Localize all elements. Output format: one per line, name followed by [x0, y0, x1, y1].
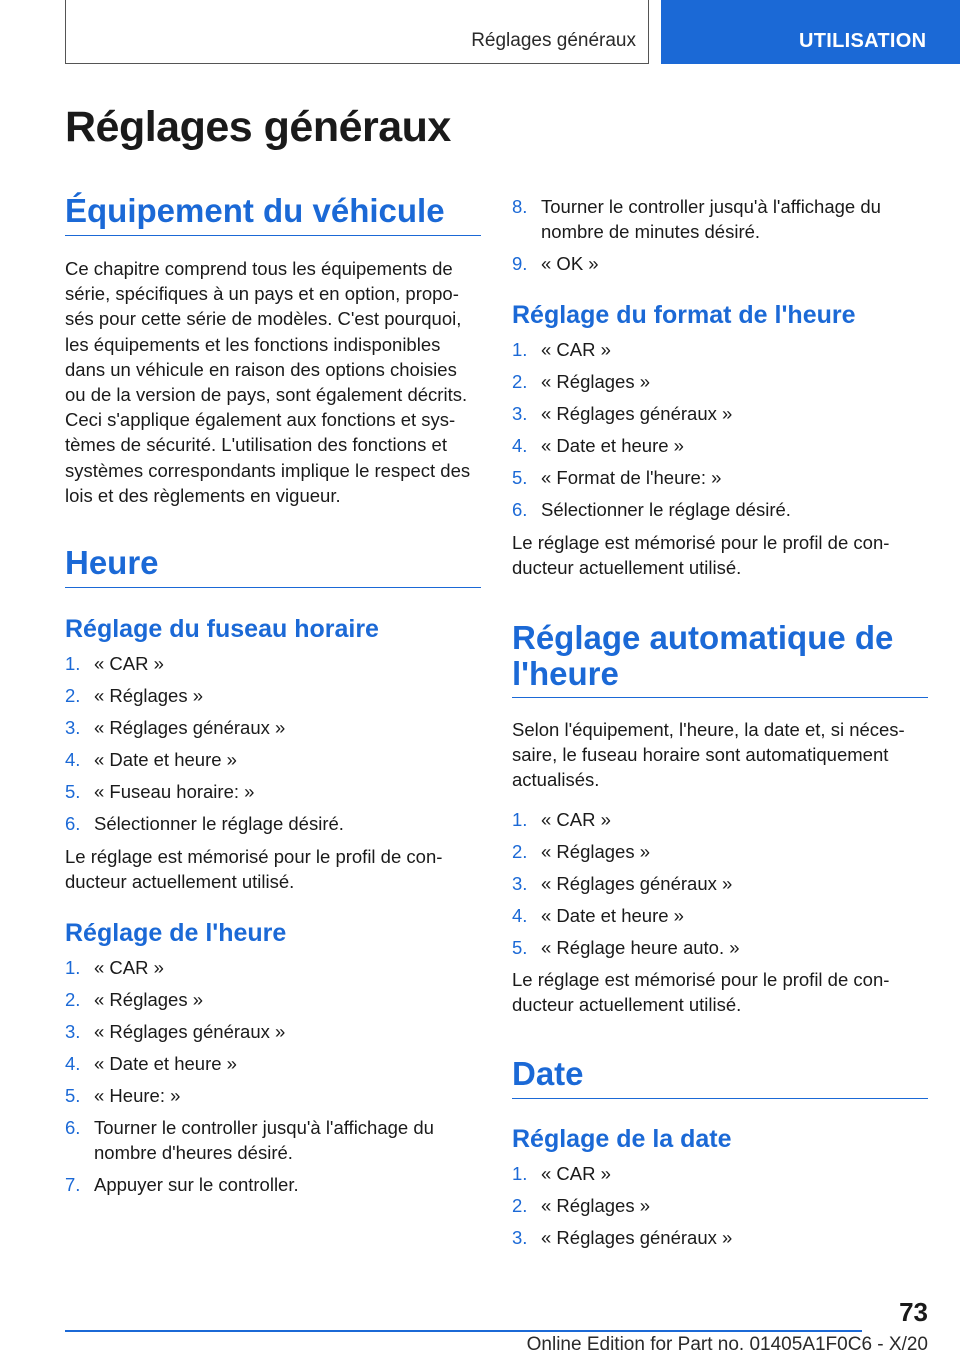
format-steps: [512, 337, 928, 529]
continued-steps: [512, 194, 928, 283]
page-title: Réglages généraux: [65, 103, 451, 151]
step-item: [512, 839, 928, 864]
step-item: [65, 683, 481, 708]
step-item: [65, 987, 481, 1012]
step-text: « CAR »: [541, 339, 611, 360]
step-number: 3.: [65, 1021, 81, 1042]
equipment-paragraph: Ce chapitre comprend tous les équipements de série, spécifiques à un pays et en option, propo-sés pour cette série de modèles. C'est pourquoi, les équipements et les fonctions indisponibles dans un véhicule en raison des options choisies ou de la version de pays, sont également décrits. Ceci s'applique également aux fonctions et sys-tèmes de sécurité. L'utilisation des fonctions et systèmes correspondants implique le respect des lois et des règlements en vigueur.: [65, 258, 471, 506]
header-section-title: Réglages généraux: [471, 30, 636, 51]
step-item: [65, 811, 481, 836]
auto-paragraph: Selon l'équipement, l'heure, la date et, si néces-saire, le fuseau horaire sont automatiquement actualisés.: [512, 719, 905, 791]
reglage-heure-steps: [65, 955, 481, 1204]
step-item: [65, 747, 481, 772]
heading-reglage-heure: Réglage de l'heure: [65, 919, 287, 947]
step-text: « CAR »: [94, 653, 164, 674]
step-number: 5.: [65, 781, 81, 802]
step-number: 5.: [65, 1085, 81, 1106]
step-item: [512, 369, 928, 394]
step-item: [512, 497, 928, 522]
step-item: [512, 433, 928, 458]
step-text: « CAR »: [541, 1163, 611, 1184]
step-item: [65, 651, 481, 676]
step-text: « Réglage heure auto. »: [541, 937, 740, 958]
heading-equipment: Équipement du véhicule: [65, 193, 481, 236]
step-item: [512, 401, 928, 426]
step-number: 6.: [65, 813, 81, 834]
step-number: 3.: [512, 873, 528, 894]
heading-date: Date: [512, 1056, 928, 1099]
auto-note: Le réglage est mémorisé pour le profil de con-ducteur actuellement utilisé.: [512, 969, 890, 1016]
step-number: 1.: [512, 809, 528, 830]
step-item: [512, 1225, 928, 1250]
step-item: [512, 1193, 928, 1218]
step-number: 1.: [512, 339, 528, 360]
step-text: « Réglages généraux »: [541, 403, 733, 424]
step-text: « Réglages généraux »: [94, 1021, 286, 1042]
reglage-date-steps: [512, 1161, 928, 1257]
step-item: [512, 337, 928, 362]
footer-divider: [65, 1330, 862, 1332]
step-text: Tourner le controller jusqu'à l'affichage du nombre d'heures désiré.: [94, 1117, 434, 1163]
step-number: 4.: [512, 435, 528, 456]
step-item: [65, 779, 481, 804]
step-number: 2.: [512, 371, 528, 392]
auto-steps: [512, 807, 928, 967]
step-text: « Heure: »: [94, 1085, 181, 1106]
step-item: [512, 194, 928, 244]
step-item: [512, 251, 928, 276]
step-number: 2.: [65, 989, 81, 1010]
step-item: [65, 1172, 481, 1197]
step-text: Sélectionner le réglage désiré.: [541, 499, 791, 520]
step-item: [65, 1083, 481, 1108]
page-number: 73: [899, 1297, 928, 1327]
step-text: « Réglages »: [94, 989, 204, 1010]
step-text: « Réglages généraux »: [94, 717, 286, 738]
step-text: « Fuseau horaire: »: [94, 781, 255, 802]
step-text: « Réglages »: [541, 841, 651, 862]
step-number: 7.: [65, 1174, 81, 1195]
step-text: « Réglages généraux »: [541, 873, 733, 894]
step-text: « Réglages généraux »: [541, 1227, 733, 1248]
step-item: [512, 903, 928, 928]
step-item: [65, 1051, 481, 1076]
step-text: Sélectionner le réglage désiré.: [94, 813, 344, 834]
step-number: 6.: [65, 1117, 81, 1138]
step-text: Appuyer sur le controller.: [94, 1174, 299, 1195]
step-text: « Réglages »: [94, 685, 204, 706]
heading-reglage-date: Réglage de la date: [512, 1125, 732, 1153]
step-item: [512, 1161, 928, 1186]
step-item: [65, 1115, 481, 1165]
step-number: 3.: [512, 1227, 528, 1248]
heading-heure: Heure: [65, 545, 481, 588]
heading-fuseau: Réglage du fuseau horaire: [65, 615, 379, 643]
step-text: « Date et heure »: [541, 905, 684, 926]
step-number: 5.: [512, 937, 528, 958]
fuseau-steps: [65, 651, 481, 843]
step-number: 2.: [512, 1195, 528, 1216]
fuseau-note: Le réglage est mémorisé pour le profil de con-ducteur actuellement utilisé.: [65, 846, 443, 893]
step-item: [512, 465, 928, 490]
step-text: « CAR »: [94, 957, 164, 978]
step-number: 3.: [512, 403, 528, 424]
step-text: « OK »: [541, 253, 599, 274]
step-number: 6.: [512, 499, 528, 520]
step-text: « Format de l'heure: »: [541, 467, 722, 488]
header-chapter-tab[interactable]: UTILISATION: [661, 0, 960, 64]
step-item: [65, 955, 481, 980]
step-number: 1.: [512, 1163, 528, 1184]
step-text: « Réglages »: [541, 1195, 651, 1216]
step-number: 2.: [65, 685, 81, 706]
step-number: 4.: [512, 905, 528, 926]
heading-format: Réglage du format de l'heure: [512, 301, 856, 329]
step-text: « Date et heure »: [94, 749, 237, 770]
footer-edition: Online Edition for Part no. 01405A1F0C6 - X/20: [526, 1334, 928, 1355]
step-item: [65, 1019, 481, 1044]
step-number: 4.: [65, 1053, 81, 1074]
step-number: 1.: [65, 957, 81, 978]
step-item: [512, 807, 928, 832]
step-number: 4.: [65, 749, 81, 770]
step-text: « Date et heure »: [541, 435, 684, 456]
step-number: 9.: [512, 253, 528, 274]
step-number: 8.: [512, 196, 528, 217]
step-number: 2.: [512, 841, 528, 862]
step-number: 5.: [512, 467, 528, 488]
step-text: « Date et heure »: [94, 1053, 237, 1074]
step-item: [512, 871, 928, 896]
heading-auto: Réglage automatique de l'heure: [512, 620, 928, 698]
step-number: 3.: [65, 717, 81, 738]
step-item: [512, 935, 928, 960]
step-item: [65, 715, 481, 740]
step-text: « CAR »: [541, 809, 611, 830]
format-note: Le réglage est mémorisé pour le profil de con-ducteur actuellement utilisé.: [512, 532, 890, 579]
step-text: « Réglages »: [541, 371, 651, 392]
step-number: 1.: [65, 653, 81, 674]
step-text: Tourner le controller jusqu'à l'affichage du nombre de minutes désiré.: [541, 196, 881, 242]
